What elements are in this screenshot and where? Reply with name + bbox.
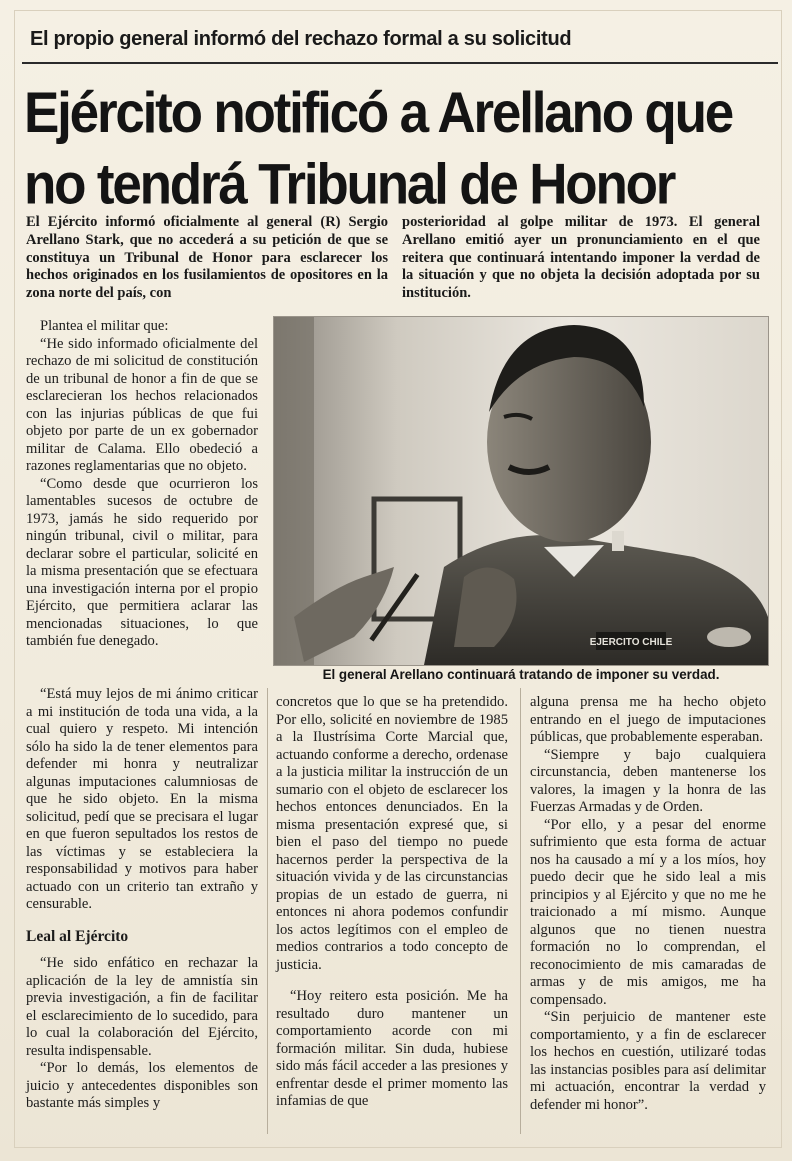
- shoulder-patch-text: EJERCITO CHILE: [589, 637, 673, 648]
- photo-general-arellano: [273, 316, 769, 666]
- column-divider: [520, 688, 521, 1134]
- lede-right: posterioridad al golpe militar de 1973. El general Arellano emitió ayer un pronunciamiento en el que reitera que continuará intentando imponer la verdad de la situación y que no objeta la decisión adoptada por su institución.: [402, 214, 760, 302]
- paragraph: “Sin perjuicio de mantener este comportamiento, y a fin de esclarecer los hechos en cuestión, utilizaré todas las instancias posibles para así delimitar mi actuación, encontrar la verdad y defender mi honor”.: [530, 1009, 766, 1113]
- paragraph: “He sido informado oficialmente del rechazo de mi solicitud de constitución de un tribunal de honor a fin de que se esclarecieran los hechos relacionados con las injurias públicas de que fui objeto por parte de un ex gobernador militar de Calama. Ello obedeció a razones reglamentarias que no objeto.: [26, 335, 258, 474]
- paragraph: “He sido enfático en rechazar la aplicación de la ley de amnistía sin previa investigación, a fin de facilitar el esclarecimiento de lo sucedido, para lo cual la colaboración del Ejército, resulta indispensable.: [26, 955, 258, 1059]
- column-divider: [267, 688, 268, 1134]
- photo-illustration: [274, 317, 768, 665]
- paragraph: “Hoy reitero esta posición. Me ha resultado duro mantener un comportamiento acorde con mi formación militar. Sin duda, hubiese sido más fácil acceder a las presiones y enfrentar desde el primer momento las infamias de que: [276, 988, 508, 1109]
- body-column-1: [26, 318, 258, 651]
- body-column-2: [276, 694, 508, 1111]
- body-column-3: [530, 694, 766, 1114]
- headline: [24, 78, 774, 221]
- paragraph: “Por lo demás, los elementos de juicio y antecedentes disponibles son bastante más simples y: [26, 1060, 258, 1111]
- kicker-rule: [22, 62, 778, 64]
- paragraph: “Por ello, y a pesar del enorme sufrimiento que esta forma de actuar nos ha causado a mí y a los míos, hoy puedo decir que he sido leal a mis principios y al Ejército y que no me he traicionado a mí mismo. Aunque algunos que no tienen nuestra formación no lo comprendan, el reconocimiento de mis camaradas de armas y de mis amigos, me ha compensado.: [530, 816, 766, 1008]
- body-column-1-continued: [26, 686, 258, 1113]
- paragraph: “Siempre y bajo cualquiera circunstancia, deben mantenerse los valores, la imagen y la honra de las Fuerzas Armadas y de Orden.: [530, 746, 766, 815]
- subhead-leal-al-ejercito: Leal al Ejército: [26, 927, 129, 945]
- kicker: El propio general informó del rechazo formal a su solicitud: [30, 28, 572, 50]
- headline-line-1: Ejército notificó a Arellano que: [24, 81, 733, 145]
- paragraph: “Como desde que ocurrieron los lamentables sucesos de octubre de 1973, jamás he sido requerido por ningún tribunal, civil o militar, para declarar sobre el particular, solicité en la misma presentación que se efectuara una investigación interna por el propio Ejército, que permitiera aclarar las mencionadas situaciones, lo que también fue denegado.: [26, 475, 258, 649]
- headline-line-2: no tendrá Tribunal de Honor: [24, 152, 675, 217]
- paragraph: Plantea el militar que:: [40, 318, 169, 334]
- paragraph: “Está muy lejos de mi ánimo criticar a mi institución de toda una vida, a la cual quiero y respeto. Mi intención sólo ha sido la de tener elementos para defender mi honra y neutralizar algunas imputaciones calumniosas de que he sido objeto. En la misma solicitud, pedí que se precisara el lugar en que fueron sepultados los restos de las víctimas y se estableciera la responsabilidad y motivos para haber actuado con un criterio tan extraño y censurable.: [26, 686, 258, 912]
- paragraph: concretos que lo que se ha pretendido. Por ello, solicité en noviembre de 1985 a la Ilustrísima Corte Marcial que, actuando conforme a derecho, ordenase a la justicia militar la instrucción de un sumario con el objeto de esclarecer los hechos entonces denunciados. En la misma presentación expresé que, si bien el paso del tiempo no puede hacernos perder la perspectiva de la situación vivida y de las circunstancias propias de un estado de guerra, ni entonces ni ahora podemos confundir los actos legítimos con el empleo de medios contrarios a todo concepto de justicia.: [276, 694, 508, 973]
- lede-left: El Ejército informó oficialmente al general (R) Sergio Arellano Stark, que no accederá a su petición de que se constituya un Tribunal de Honor para esclarecer los hechos originados en los fusilamientos de opositores en la zona norte del país, con: [26, 214, 388, 302]
- paragraph: alguna prensa me ha hecho objeto entrando en el juego de imputaciones públicas, que probablemente esperaban.: [530, 694, 766, 745]
- photo-caption: El general Arellano continuará tratando de imponer su verdad.: [322, 667, 720, 682]
